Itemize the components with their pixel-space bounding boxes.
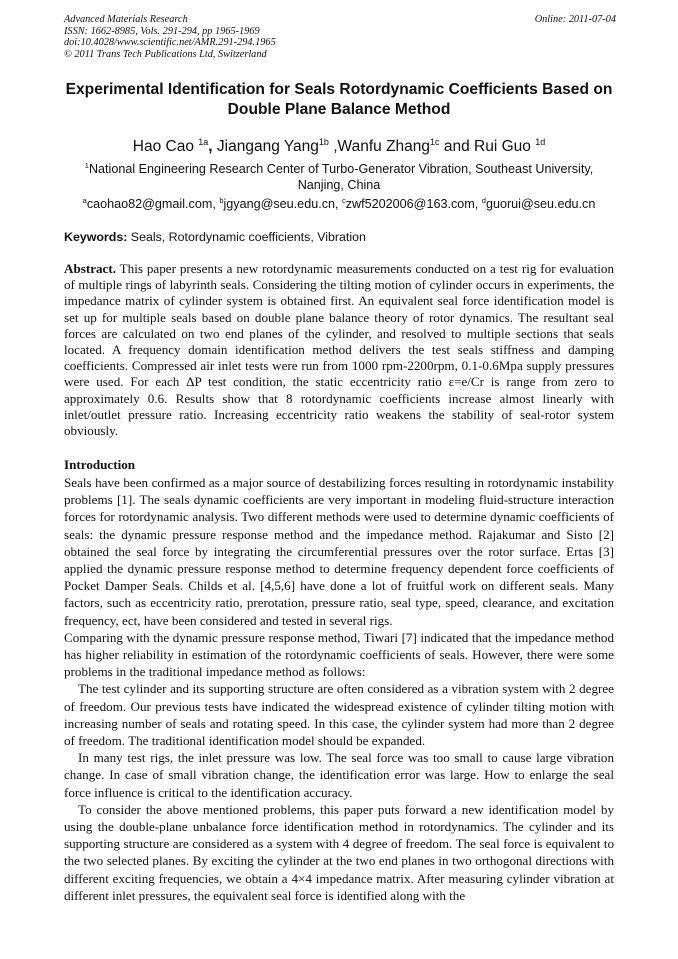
email-mark: d	[481, 196, 486, 205]
author-separator: ,	[208, 138, 217, 156]
copyright-line: © 2011 Trans Tech Publications Ltd, Switzerland	[64, 48, 267, 60]
author-separator: ,	[328, 138, 338, 156]
affiliation-mark: 1	[84, 161, 89, 170]
email-mark: c	[342, 196, 346, 205]
author-name: Hao Cao	[132, 138, 199, 156]
author-affiliation-mark: 1c	[430, 137, 440, 147]
author-affiliation-mark: 1b	[318, 137, 329, 147]
abstract-text: This paper presents a new rotordynamic measurements conducted on a test rig for evaluation of multiple rings of labyrinth seals. Considering the tilting motion of cylinder occurs in experiments, the impedance matrix of cylinder system is obtained first. An equivalent seal force identification model is set up for multiple seals based on double plane balance theory of rotor dynamics. The resultant seal forces are calculated on two end planes of the cylinder, and resolved to multiple sections that seals located. A frequency domain identification method delivers the test seals stiffness and damping coefficients. Compressed air inlet tests were run from 1000 rpm-2200rpm, 0.1-0.6Mpa supply pressures were used. For each ΔP test condition, the static eccentricity ratio ε=e/Cr is range from zero to approximately 0.6. Results show that 8 rotordynamic coefficients increase almost linearly with inlet/outlet pressure ratio. Increasing eccentricity ratio weakens the stability of seal-rotor system obviously.	[64, 261, 614, 439]
paragraph: The test cylinder and its supporting structure are often considered as a vibration system with 2 degree of freedom. Our previous tests have indicated the widespread existence of cylinder tilting motion with increasing number of seals and rotating speed. In this case, the cylinder system had more than 2 degree of freedom. The traditional identification model should be expanded.	[64, 681, 614, 749]
doi-line: doi:10.4028/www.scientific.net/AMR.291-294.1965	[64, 37, 276, 49]
author-separator: and	[439, 138, 475, 156]
abstract-label: Abstract.	[64, 261, 116, 276]
author-name: Wanfu Zhang	[337, 138, 431, 156]
section-heading-introduction: Introduction	[64, 457, 136, 472]
author-affiliation-mark: 1d	[535, 137, 546, 147]
introduction-body	[64, 474, 614, 904]
affiliation	[60, 158, 618, 193]
abstract	[64, 261, 614, 439]
issn-line: ISSN: 1662-8985, Vols. 291-294, pp 1965-1969	[64, 25, 260, 37]
email-list	[40, 193, 638, 212]
affiliation-text: National Engineering Research Center of Turbo-Generator Vibration, Southeast University, Nanjing, China	[88, 162, 594, 193]
email-separator: ,	[474, 197, 482, 212]
paragraph: Comparing with the dynamic pressure response method, Tiwari [7] indicated that the impedance method has higher reliability in estimation of the rotordynamic coefficients of seals. However, there were some problems in the traditional impedance method as follows:	[64, 629, 614, 680]
author-list	[40, 132, 638, 157]
author-affiliation-mark: 1a	[198, 137, 209, 147]
journal-header	[64, 14, 616, 60]
paragraph: In many test rigs, the inlet pressure was low. The seal force was too small to cause large vibration change. In case of small vibration change, the identification error was large. How to enlarge the seal force influence is critical to the identification accuracy.	[64, 750, 614, 800]
keywords	[64, 229, 366, 245]
email-mark: b	[219, 196, 224, 205]
keywords-label: Keywords:	[64, 230, 128, 244]
email-mark: a	[82, 196, 87, 205]
email-separator: ,	[335, 197, 342, 212]
author-name: Rui Guo	[474, 138, 536, 156]
email: caohao82@gmail.com	[86, 197, 213, 212]
email: guorui@seu.edu.cn	[485, 197, 596, 212]
email-separator: ,	[212, 197, 220, 212]
email: jgyang@seu.edu.cn	[223, 197, 335, 212]
keywords-text: Seals, Rotordynamic coefficients, Vibration	[127, 230, 366, 244]
paragraph: Seals have been confirmed as a major source of destabilizing forces resulting in rotordynamic instability problems [1]. The seals dynamic coefficients are very important in modeling fluid-structure interaction forces for rotordynamic analysis. Two different methods were used to determine dynamic coefficients of seals: the dynamic pressure response method and the impedance method. Rajakumar and Sisto [2] obtained the seal force by integrating the circumferential pressures over the rotor surface. Ertas [3] applied the dynamic pressure response method to determine frequency dependent force coefficients of Pocket Damper Seals. Childs et al. [4,5,6] have done a lot of fruitful work on different seals. Many factors, such as eccentricity ratio, prerotation, pressure ratio, seal type, speed, clearance, and excitation frequency, ect, have been considered and tested in several rigs.	[64, 475, 614, 628]
paper-title: Experimental Identification for Seals Rotordynamic Coefficients Based on Double Plane Balance Method	[65, 81, 613, 118]
email: zwf5202006@163.com	[345, 197, 475, 212]
paragraph: To consider the above mentioned problems, this paper puts forward a new identification model by using the double-plane unbalance force identification method in rotordynamics. The cylinder and its supporting structure are considered as a system with 4 degree of freedom. The seal force is equivalent to the two selected planes. By exciting the cylinder at the two end planes in two orthogonal directions with different exciting frequencies, we obtain a 4×4 impedance matrix. After measuring cylinder vibration at different inlet pressures, the equivalent seal force is identified along with the	[64, 801, 614, 903]
author-name: Jiangang Yang	[216, 138, 319, 156]
journal-name: Advanced Materials Research	[64, 14, 188, 25]
online-date: Online: 2011-07-04	[534, 14, 616, 25]
